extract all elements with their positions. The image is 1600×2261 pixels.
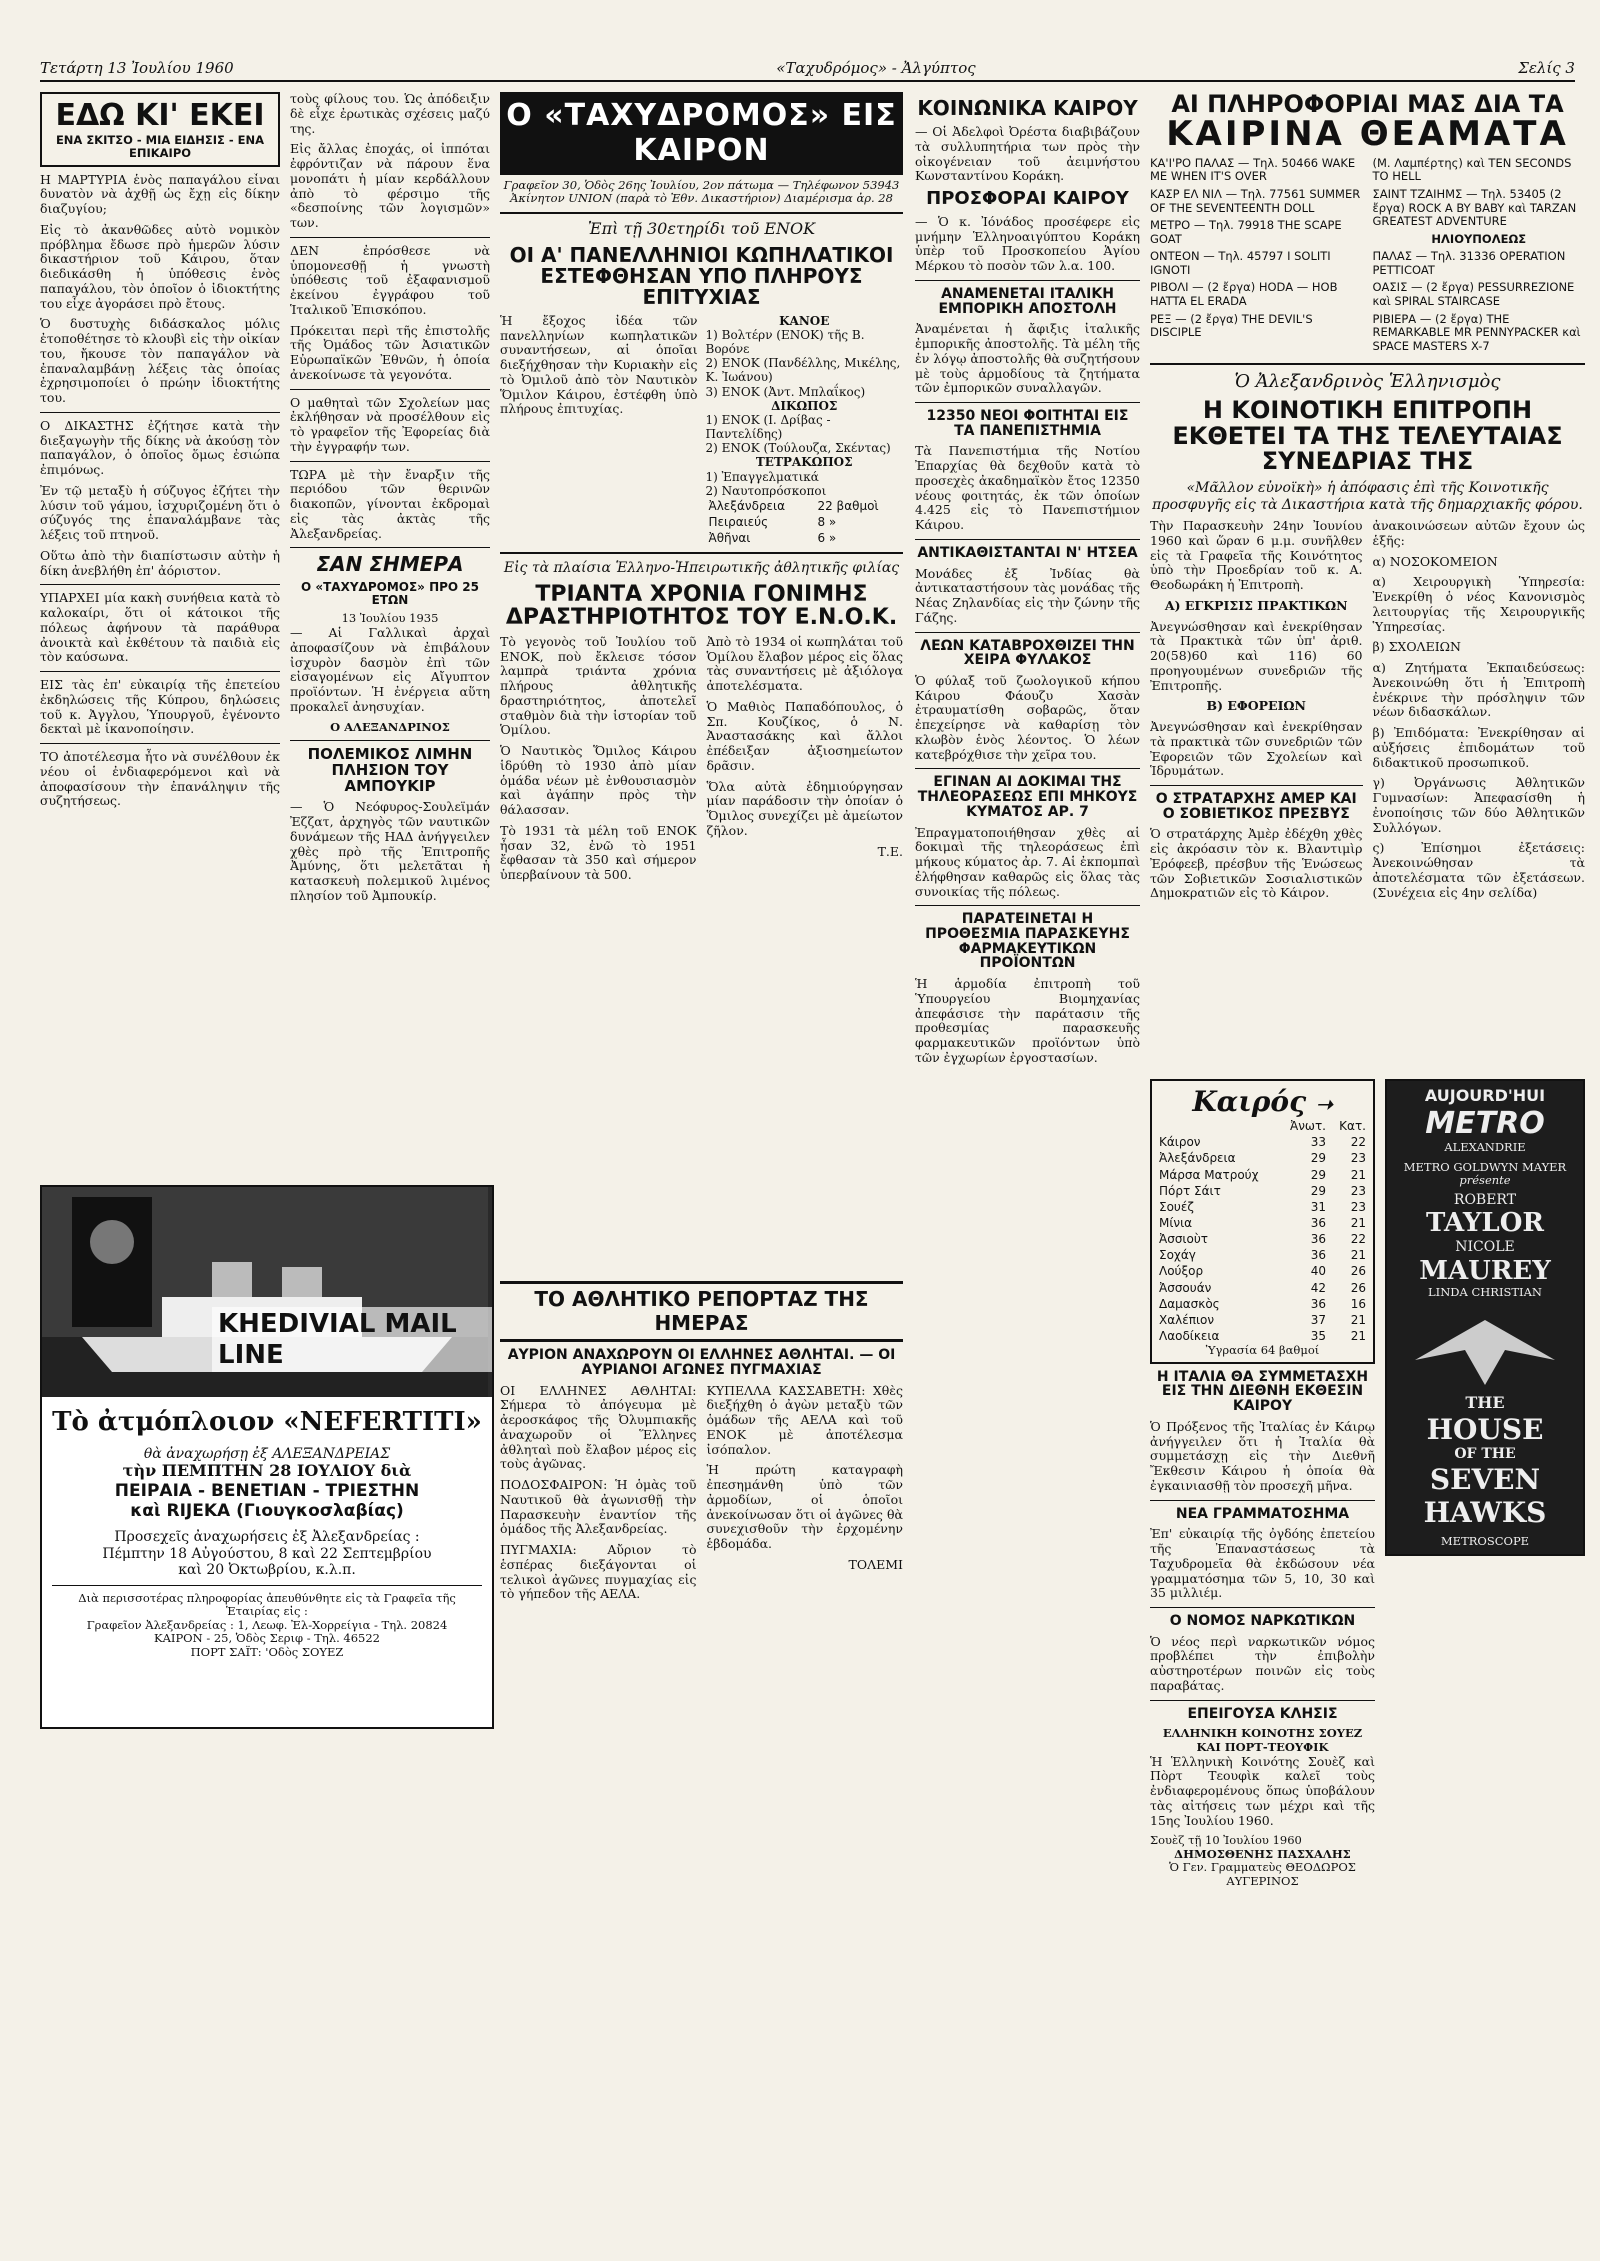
paragraph: Πρόκειται περὶ τῆς ἐπιστολῆς τῆς Ὀμάδος τῶν Ἀσιατικῶν Εὐρωπαϊκῶν Ἐθνῶν, ἡ ὁποία ἀνεκοίνωσε τὰ γεγονότα. [290, 322, 490, 382]
ship-illustration [42, 1187, 492, 1397]
table-row: Ἀσσιοὺτ 36 22 [1159, 1232, 1366, 1247]
byline: Ο ΑΛΕΞΑΝΔΡΙΝΟΣ [330, 719, 450, 734]
sports-text [500, 1384, 903, 1603]
paragraph: ΟΙ ΕΛΛΗΝΕΣ ΑΘΛΗΤΑΙ: Σήμερα τὸ ἀπόγευμα μὲ ἀεροσκάφος τῆς Ὀλυμπιακῆς ἀναχωροῦν οἱ Ἕλληνες ἀθληταὶ ποὺ ἔλαβον μέρος εἰς τοὺς ἀγῶνας. [500, 1382, 697, 1472]
paragraph: Α) ΕΓΚΡΙΣΙΣ ΠΡΑΚΤΙΚΩΝ [1164, 597, 1348, 613]
table-row: Ἀλεξάνδρεια 22 βαθμοὶ [708, 498, 879, 513]
paragraph: Ὁ Πρόξενος τῆς Ἰταλίας ἐν Κάιρῳ ἀνήγγειλεν ὅτι ἡ Ἰταλία θὰ συμμετάσχῃ εἰς τὴν Διεθνῆ Ἔκθεσιν Κάιρου ἡ ὁποία θὰ ἐγκαινιασθῇ τὸν προσεχῆ μῆνα. [1150, 1418, 1375, 1493]
result: 2) ΕΝΟΚ (Πανδέλλης, Μικέλης, Κ. Ἰωάνου) [705, 356, 901, 385]
paragraph: τοὺς φίλους του. Ὡς ἀπόδειξιν δὲ εἶχε ἐρωτικὰς σχέσεις μαζύ της. [290, 92, 490, 136]
result: ΔΙΚΩΠΟΣ [771, 398, 838, 413]
divider [915, 632, 1140, 633]
table-row: Μάρσα Ματρούχ 29 21 [1159, 1167, 1366, 1182]
column-title-box [40, 92, 280, 167]
ad-line: καὶ 20 Ὀκτωβρίου, κ.λ.π. [178, 1562, 356, 1579]
ad-footer: ΚΑΙΡΟΝ - 25, Ὁδὸς Σεριφ - Τηλ. 46522 [154, 1631, 380, 1646]
paragraph: — Ὁ Νεόφυρος-Σουλεϊμάν Ἐζζατ, ἀρχηγὸς τῶν ναυτικῶν δυνάμεων τῆς ΗΑΔ ἀνήγγειλεν χθὲς πρὸ τῆς Ἐπιτροπῆς Ἀμύνης, ὅτι μελετᾶται ἡ κατασκευὴ πολεμικοῦ λιμένος πλησίον τοῦ Ἀμπουκίρ. [290, 799, 490, 903]
cinema-entry: ΟΝΤΕΟΝ — Τηλ. 45797 I SOLITI IGNOTI [1150, 249, 1331, 277]
weather-and-news [1150, 1079, 1375, 1889]
film-format: METROSCOPE [1440, 1533, 1530, 1548]
paragraph: Ὁ στρατάρχης Ἀμὲρ ἐδέχθη χθὲς εἰς ἀκρόασιν τὸν κ. Βλαντιμὶρ Ἐρόφεεβ, πρέσβυν τῆς Ἑνώσεως τῶν Σοβιετικῶν Σοσιαλιστικῶν Δημοκρατιῶν εἰς τὸ Κάιρον. [1150, 826, 1363, 901]
result: 1) Ἐπαγγελματικά [705, 469, 819, 484]
headline: ΕΓΙΝΑΝ ΑΙ ΔΟΚΙΜΑΙ ΤΗΣ ΤΗΛΕΟΡΑΣΕΩΣ ΕΠΙ ΜΗΚΟΥΣ ΚΥΜΑΤΟΣ ΑΡ. 7 [917, 774, 1138, 820]
paragraph: Τὸ γεγονὸς τοῦ Ἰουλίου τοῦ ΕΝΟΚ, ποὺ ἔκλεισε τόσον λαμπρὰ τριάντα χρόνια πλήρους ἀθλητικῆς δραστηριότητος, ἀποτελεῖ σταθμὸν διὰ τὴν ἱστορίαν τοῦ Ὁμίλου. [500, 634, 697, 738]
weather-logo [1156, 1085, 1369, 1118]
paragraph: ΤΩΡΑ μὲ τὴν ἔναρξιν τῆς περιόδου τῶν θερινῶν διακοπῶν, γίνονται ἐκδρομαὶ εἰς τὰς ἀκτὰς τῆς Ἀλεξανδρείας. [290, 466, 490, 541]
divider [290, 547, 490, 548]
table-row: Σουέζ 31 23 [1159, 1199, 1366, 1214]
signature: ΔΗΜΟΣΘΕΝΗΣ ΠΑΣΧΑΛΗΣ [1174, 1846, 1351, 1861]
subheadline: ΕΛΛΗΝΙΚΗ ΚΟΙΝΟΤΗΣ ΣΟΥΕΖ ΚΑΙ ΠΟΡΤ-ΤΕΟΥΦΙΚ [1162, 1726, 1363, 1754]
divider [915, 402, 1140, 403]
shipping-advertisement [40, 1185, 494, 1729]
column-title: ΕΔΩ ΚΙ' ΕΚΕΙ [55, 98, 265, 133]
divider [500, 212, 903, 214]
paragraph: Οὕτω ἀπὸ τὴν διαπίστωσιν αὐτὴν ἡ δίκη ἀνεβλήθη ἐπ' ἀόριστον. [40, 547, 280, 578]
kicker: Εἰς τὰ πλαίσια Ἑλληνο-Ἠπειρωτικῆς ἀθλητικῆς φιλίας [503, 560, 900, 577]
report-right [1373, 519, 1586, 1079]
ranking-table [706, 498, 904, 546]
ad-footer: Διὰ περισσοτέρας πληροφορίας ἀπευθύνθητε εἰς τὰ Γραφεῖα τῆς Ἑταιρίας εἰς : [78, 1590, 456, 1619]
headline: ΝΕΑ ΓΡΑΜΜΑΤΟΣΗΜΑ [1175, 1505, 1350, 1522]
paragraph: α) Χειρουργικὴ Ὑπηρεσία: Ἐνεκρίθη ὁ νέος Κανονισμὸς λειτουργίας τῆς Χειρουργικῆς Ὑπηρεσίας. [1372, 574, 1585, 634]
paragraph: Εἰς τὸ ἀκανθῶδες αὐτὸ νομικὸν πρόβλημα ἔδωσε πρὸ ἡμερῶν λύσιν δικαστήριον τοῦ Κάιρου, ὅταν διεδικάσθη ἡ ὑπόθεσις ἑνὸς παπαγάλου, τὸν ὁποῖον ὁ ἰδιοκτήτης του εἶχε ἀγοράσει πρὸ ἔτους. [40, 221, 280, 311]
paragraph: Τὰ Πανεπιστήμια τῆς Νοτίου Ἐπαρχίας θὰ δεχθοῦν κατὰ τὸ προσεχὲς ἀκαδημαϊκὸν ἔτος 12350 νέους φοιτητάς, ἐκ τῶν ὁποίων 4.425 εἰς τὸ Πανεπιστήμιον Κάιρου. [915, 443, 1140, 533]
table-row: Ἀσσουάν 42 26 [1159, 1280, 1366, 1295]
signature: Ὁ Γεν. Γραμματεὺς ΘΕΟΔΩΡΟΣ ΑΥΓΕΡΙΝΟΣ [1169, 1860, 1356, 1888]
film-title: HAWKS [1423, 1495, 1547, 1529]
result: 2) Ναυτοπρόσκοποι [705, 483, 827, 498]
column-text [40, 173, 280, 1173]
column-theatres-community [1150, 92, 1585, 2212]
paragraph: Εἰς ἄλλας ἐποχάς, οἱ ἰππόται ἐφρόντιζαν νὰ πάρουν ἕνα μονοπάτι ἡ μίαν κερδάλλουν ἀπὸ τὸ φέρσιμο τῆς «δεσποίνης τῶν λογισμῶν» των. [290, 141, 490, 230]
ad-footer: ΠΟΡΤ ΣΑΪΤ: 'Οδὸς ΣΟΥΕΖ [190, 1644, 344, 1659]
paragraph: ΚΥΠΕΛΛΑ ΚΑΣΣΑΒΕΤΗ: Χθὲς διεξήχθη ὁ ἀγὼν μεταξὺ τῶν ὁμάδων τῆς ΑΕΛΑ καὶ τοῦ ΕΝΟΚ μὲ ἀποτέλεσμα ἰσόπαλον. [706, 1382, 903, 1457]
table-row: Λαοδίκεια 35 21 [1159, 1329, 1366, 1344]
ad-line: ΠΕΙΡΑΙΑ - ΒΕΝΕΤΙΑΝ - ΤΡΙΕΣΤΗΝ [114, 1481, 420, 1502]
result: 1) ΕΝΟΚ (Ι. Δρίβας - Παντελίδης) [705, 412, 831, 442]
actor-last: TAYLOR [1426, 1208, 1544, 1239]
sports-subtitle: ΑΥΡΙΟΝ ΑΝΑΧΩΡΟΥΝ ΟΙ ΕΛΛΗΝΕΣ ΑΘΛΗΤΑΙ. — ΟΙ ΑΥΡΙΑΝΟΙ ΑΓΩΝΕΣ ΠΥΓΜΑΧΙΑΣ [507, 1347, 896, 1378]
paragraph: Ο μαθηταὶ τῶν Σχολείων μας ἐκλήθησαν νὰ προσέλθουν εἰς τὸ γραφεῖον τῆς Ἐφορείας διὰ τὴν ἐγγραφήν των. [290, 394, 490, 454]
paragraph: γ) Ὀργάνωσις Ἀθλητικῶν Γυμνασίων: Ἀπεφασίσθη ἡ ἐνοποίησις τῶν δύο Ἀθλητικῶν Συλλόγων. [1372, 775, 1585, 835]
divider [915, 280, 1140, 281]
section-title: ΠΡΟΣΦΟΡΑΙ ΚΑΙΡΟΥ [926, 188, 1129, 209]
paragraph: Ὁ Μαθιὸς Παπαδόπουλος, ὁ Σπ. Κουζίκος, ὁ Ν. Ἀναστασάκης καὶ ἄλλοι ἐπέδειξαν ἀξιοσημείωτον δρᾶσιν. [706, 698, 903, 773]
headline: Ο ΣΤΡΑΤΑΡΧΗΣ ΑΜΕΡ ΚΑΙ Ο ΣΟΒΙΕΤΙΚΟΣ ΠΡΕΣΒΥΣ [1155, 791, 1357, 822]
table-row: Πόρτ Σάιτ 29 23 [1159, 1183, 1366, 1198]
metro-today: AUJOURD'HUI [1424, 1086, 1546, 1106]
column-cairo-news [915, 92, 1140, 2212]
column-continuation [290, 92, 490, 1172]
metro-studio: METRO GOLDWYN MAYER [1403, 1159, 1567, 1174]
cinema-district: ΗΛΙΟΥΠΟΛΕΩΣ [1431, 231, 1527, 246]
result: 1) Βολτέρν (ΕΝΟΚ) τῆς Β. Βορόνε [705, 327, 865, 357]
cinema-entry: ΣΑΙΝΤ ΤΖΑΙΗΜΣ — Τηλ. 53405 (2 ἔργα) ROCK A BY BABY καὶ TARZAN GREATEST ADVENTURE [1372, 187, 1577, 229]
cinema-listings [1150, 157, 1585, 357]
film-title: HOUSE [1426, 1413, 1544, 1447]
paragraph: ΔΕΝ ἐπρόσθεσε νὰ ὑπομονεσθῇ ἡ γνωστὴ ὑπόθεσις τοῦ ἐξαφανισμοῦ ἐκείνου ἐγγράφου τοῦ Ἱταλικοῦ Ἐπισκόπου. [290, 242, 490, 317]
weather-logo-text: Καιρός [1192, 1085, 1307, 1119]
cinema-list-left [1150, 157, 1363, 357]
divider [1150, 1500, 1375, 1501]
divider [1150, 785, 1363, 786]
actor-name: LINDA CHRISTIAN [1428, 1285, 1542, 1300]
paragraph: Ἡ ἔξοχος ἰδέα τῶν πανελληνίων κωπηλατικῶν συναντήσεων, αἱ ὁποῖαι διεξήχθησαν τὴν Κυριακὴν εἰς τὸ Ὀμιλοῦ ἀπὸ τὸν Ναυτικὸν Ὅμιλον Κάιρου, ἐστέφθη ὑπὸ πλήρους ἐπιτυχίας. [500, 312, 698, 417]
story-text [500, 635, 903, 1275]
headline: ΑΝΑΜΕΝΕΤΑΙ ΙΤΑΛΙΚΗ ΕΜΠΟΡΙΚΗ ΑΠΟΣΤΟΛΗ [938, 285, 1117, 317]
paragraph: Ἐπραγματοποιήθησαν χθὲς αἱ δοκιμαὶ τῆς τηλεοράσεως ἐπὶ μήκους κύματος ἀρ. 7. Αἱ ἐκπομπαὶ ἐλήφθησαν καθαρῶς εἰς ὅλας τὰς συνοικίας τῆς πόλεως. [915, 824, 1140, 899]
headline: ΠΑΡΑΤΕΙΝΕΤΑΙ Η ΠΡΟΘΕΣΜΙΑ ΠΑΡΑΣΚΕΥΗΣ ΦΑΡΜΑΚΕΥΤΙΚΩΝ ΠΡΟΪΟΝΤΩΝ [925, 911, 1130, 972]
paragraph: Ὁ δυστυχὴς διδάσκαλος μόλις ἐτοποθέτησε τὸ κλουβὶ εἰς τὴν οἰκίαν του, ἤκουσε τὸν παπαγάλον νὰ ἐπαναλαμβάνῃ λέξεις τὰς ὁποίας ἐχρησιμοποίει ὁ πρώην ἰδιοκτήτης του. [40, 316, 280, 406]
cinema-entry: ΠΑΛΑΣ — Τηλ. 31336 OPERATION PETTICOAT [1372, 249, 1566, 277]
paragraph: — Οἱ Ἀδελφοὶ Ὀρέστα διαβιβάζουν τὰ συλλυπητήρια των πρὸς τὴν οἰκογένειαν τοῦ ἀειμνήστου Κωνσταντίνου Κοράκη. [915, 124, 1140, 184]
table-row: Σοχάγ 36 21 [1159, 1248, 1366, 1263]
metro-city: ALEXANDRIE [1444, 1140, 1526, 1155]
divider [40, 584, 280, 585]
paragraph: Ἡ πρώτη καταγραφὴ ἐπεσημάνθη ὑπὸ τῶν ἀρμοδίων, οἱ ὁποῖοι ἀνεκοίνωσαν ὅτι οἱ ἀγῶνες θὰ συνεχισθοῦν τὴν ἐρχομένην ἑβδομάδα. [706, 1462, 903, 1552]
column-here-and-there [40, 92, 280, 2212]
metro-logo: METRO [1425, 1105, 1545, 1141]
paragraph: β) Ἐπιδόματα: Ἐνεκρίθησαν αἱ αὐξήσεις ἐπιδομάτων τοῦ διδακτικοῦ προσωπικοῦ. [1372, 725, 1585, 770]
byline: ΤΟΛΕΜΙ [848, 1556, 903, 1572]
paragraph: Ἐν τῷ μεταξὺ ἡ σύζυγος ἐζήτει τὴν λύσιν τοῦ γάμου, ἰσχυριζομένη ὅτι ὁ σύζυγός της ἐπαναλάμβανε τὰς λέξεις τοῦ πτηνοῦ. [40, 482, 280, 543]
paragraph: Β) ΕΦΟΡΕΙΩΝ [1206, 698, 1306, 714]
paragraph: Τὴν Παρασκευὴν 24ην Ἰουνίου 1960 καὶ ὥραν 6 μ.μ. συνῆλθεν εἰς τὰ Γραφεῖα τῆς Κοινότητος ὑπὸ τὴν Προεδρίαν τοῦ κ. Α. Θεοδωράκη ἡ Ἐπιτροπὴ. [1150, 519, 1363, 593]
headline: ΕΠΕΙΓΟΥΣΑ ΚΛΗΣΙΣ [1187, 1705, 1338, 1722]
cinema-entry: ΚΑΣΡ ΕΛ ΝΙΛ — Τηλ. 77561 SUMMER OF THE SEVENTEENTH DOLL [1150, 187, 1361, 215]
paragraph: ς) Ἐπίσημοι ἐξετάσεις: Ἀνεκοινώθησαν τὰ ἀποτελέσματα τῶν ἐξετάσεων. (Συνέχεια εἰς 4ην σελίδα) [1372, 840, 1585, 900]
arrow-icon: ➝ [1315, 1092, 1333, 1117]
report-left [1150, 519, 1363, 1079]
actor-first: ROBERT [1453, 1191, 1517, 1208]
divider [290, 389, 490, 390]
cinema-entry: ΡΕΞ — (2 ἔργα) THE DEVIL'S DISCIPLE [1150, 311, 1313, 340]
paragraph: Ἀνεγνώσθησαν καὶ ἐνεκρίθησαν τὰ Πρακτικὰ τῶν ὑπ' ἀριθ. 20(58)60 καὶ 116) 60 προηγουμένων συνεδριῶν τῆς Ἐπιτροπῆς. [1150, 618, 1363, 693]
metro-poster [1385, 1079, 1585, 1556]
paragraph: — Ὁ κ. Ἰόνάδος προσέφερε εἰς μνήμην Ἑλληνοαιγύπτου Κοράκη ὑπὲρ τοῦ Προσκοπείου Ἁγίου Μέρκου τὸ ποσὸν τῶν λ.α. 100. [915, 213, 1140, 274]
paragraph: Ἐπ' εὐκαιρίᾳ τῆς ὀγδόης ἐπετείου τῆς Ἐπαναστάσεως τὰ Ταχυδρομεῖα θὰ ἐκδώσουν νέα γραμματόσημα τῶν 5, 10, 30 καὶ 35 μιλλιέμ. [1150, 1526, 1375, 1601]
cinema-entry: ΡΙΒΟΛΙ — (2 ἔργα) HODA — HOB HATTA EL ERADA [1150, 280, 1338, 308]
cinema-title: ΑΙ ΠΛΗΡΟΦΟΡΙΑΙ ΜΑΣ ΔΙΑ ΤΑ [1171, 92, 1564, 118]
cinema-entry: ΚΑ'Ι'ΡΟ ΠΑΛΑΣ — Τηλ. 50466 WAKE ME WHEN IT'S OVER [1150, 155, 1356, 184]
table-row: Μίνια 36 21 [1159, 1215, 1366, 1230]
page-number: Σελίς 3 [1518, 59, 1575, 78]
divider [500, 552, 903, 554]
ad-footer: Γραφεῖον Ἀλεξανδρείας : 1, Λεωφ. Ἐλ-Χορρείγια - Τηλ. 20824 [86, 1617, 448, 1632]
result: ΤΕΤΡΑΚΩΠΟΣ [755, 455, 853, 470]
weather-box [1150, 1079, 1375, 1364]
paragraph: Ἡ ἁρμοδία ἐπιτροπὴ τοῦ Ὑπουργείου Βιομηχανίας ἀπεφάσισε τὴν παράτασιν τῆς προθεσμίας παρασκευῆς φαρμακευτικῶν προϊόντων ὑπὸ τῶν ἐγχωρίων ἐργοστασίων. [915, 976, 1140, 1065]
results-title: ΚΑΝΟΕ [779, 313, 830, 328]
result: 2) ΕΝΟΚ (Τούλουζα, Σκέντας) [705, 441, 891, 456]
page-header [40, 58, 1575, 82]
issue-date: Τετάρτη 13 Ἰουλίου 1960 [40, 59, 234, 78]
mail-line-name: KHEDIVIAL MAIL LINE [212, 1307, 492, 1372]
ad-line: καὶ RIJEKA (Γιουγκοσλαβίας) [130, 1501, 404, 1522]
office-address-2: Ἀκίνητον UNION (παρὰ τὸ Ἐθν. Δικαστήριον) Διαμέρισμα ἀρ. 28 [510, 191, 893, 206]
cinema-entry: ΡΙΒΙΕΡΑ — (2 ἔργα) THE REMARKABLE MR PENNYPACKER καὶ SPACE MASTERS X-7 [1372, 311, 1581, 353]
paragraph: ΤΟ ἀποτέλεσμα ἦτο νὰ συνέλθουν ἐκ νέου οἱ ἐνδιαφερόμενοι καὶ νὰ ἀποφασίσουν τὴν ἐπανάληψιν τῆς συζητήσεως. [40, 749, 280, 809]
film-title: SEVEN [1429, 1462, 1541, 1496]
paragraph: Ἡ Ἑλληνικὴ Κοινότης Σουὲζ καὶ Πὸρτ Τεουφὶκ καλεῖ τοὺς ἐνδιαφερομένους ὅπως ὑποβάλουν τὰς αἰτήσεις των μέχρι καὶ τῆς 15ης Ἰουλίου 1960. [1150, 1753, 1375, 1828]
ad-line: τὴν ΠΕΜΠΤΗΝ 28 ΙΟΥΛΙΟΥ διὰ [122, 1461, 412, 1481]
headline: ΑΝΤΙΚΑΘΙΣΤΑΝΤΑΙ Ν' ΗΤΣΕΑ [917, 544, 1138, 561]
kicker: Ἐπὶ τῇ 30ετηρίδι τοῦ ΕΝΟΚ [587, 218, 816, 238]
cinema-entry: (Μ. Λαμπέρτης) καὶ TEN SECONDS TO HELL [1372, 155, 1572, 184]
film-title: THE [1465, 1393, 1505, 1413]
film-title: OF THE [1454, 1446, 1516, 1463]
paragraph: ΠΟΔΟΣΦΑΙΡΟΝ: Ἡ ὁμὰς τοῦ Ναυτικοῦ θὰ ἀγωνισθῇ τὴν Παρασκευὴν ἐναντίον τῆς ὁμάδος τῆς Ἀλεξανδρείας. [500, 1477, 697, 1537]
sports-banner: ΤΟ ΑΘΛΗΤΙΚΟ ΡΕΠΟΡΤΑΖ ΤΗΣ ΗΜΕΡΑΣ [500, 1281, 903, 1342]
table-row: Λούξορ 40 26 [1159, 1264, 1366, 1279]
section-subtitle: Ο «ΤΑΧΥΔΡΟΜΟΣ» ΠΡΟ 25 ΕΤΩΝ [300, 580, 479, 607]
actor-last: MAUREY [1419, 1255, 1551, 1286]
headline: 12350 ΝΕΟΙ ΦΟΙΤΗΤΑΙ ΕΙΣ ΤΑ ΠΑΝΕΠΙΣΤΗΜΙΑ [926, 408, 1129, 439]
actor-first: NICOLE [1455, 1239, 1515, 1256]
divider [1150, 1700, 1375, 1701]
paragraph: Ἀναμένεται ἡ ἄφιξις ἰταλικῆς ἐμπορικῆς ἀποστολῆς. Τὰ μέλη τῆς ἐν λόγῳ ἀποστολῆς θὰ συζητήσουν μὲ τοὺς ἁρμοδίους τὰ ζητήματα τῶν ἐμπορικῶν συναλλαγῶν. [915, 321, 1140, 396]
paragraph: Ὁ Ναυτικὸς Ὅμιλος Κάιρου ἱδρύθη τὸ 1930 ἀπὸ μίαν ὁμάδα νέων μὲ ἐνθουσιασμὸν καὶ ἀγάπην πρὸς τὴν θάλασσαν. [500, 743, 697, 818]
ship-name: Τὸ ἀτμόπλοιον «NEFERTITI» [52, 1407, 482, 1437]
kicker: Ὁ Ἀλεξανδρινὸς Ἑλληνισμὸς [1234, 371, 1501, 393]
table-row: Κάιρον 33 22 [1159, 1135, 1366, 1150]
paragraph: Ὅλα αὐτὰ ἐδημιούργησαν μίαν παράδοσιν τὴν ὁποίαν ὁ Ὅμιλος συνεχίζει μὲ ἀμείωτον ζῆλον. [706, 778, 903, 838]
paragraph: Ὁ νέος περὶ ναρκωτικῶν νόμος προβλέπει τὴν ἐπιβολὴν αὐστηροτέρων ποινῶν εἰς τοὺς παραβάτας. [1150, 1633, 1375, 1693]
headline: ΠΟΛΕΜΙΚΟΣ ΛΙΜΗΝ ΠΛΗΣΙΟΝ ΤΟΥ ΑΜΠΟΥΚΙΡ [307, 745, 473, 795]
divider [40, 412, 280, 413]
divider [915, 905, 1140, 906]
humidity: Ὑγρασία 64 βαθμοί [1205, 1343, 1320, 1358]
hawk-icon [1395, 1300, 1575, 1390]
divider [52, 1585, 482, 1586]
notice-date: Σουὲζ τῇ 10 Ἰουλίου 1960 [1150, 1833, 1302, 1848]
divider [290, 740, 490, 741]
section-title: ΚΟΙΝΩΝΙΚΑ ΚΑΙΡΟΥ [917, 96, 1138, 120]
section-title: ΣΑΝ ΣΗΜΕΡΑ [316, 552, 464, 577]
headline: Η ΙΤΑΛΙΑ ΘΑ ΣΥΜΜΕΤΑΣΧΗ ΕΙΣ ΤΗΝ ΔΙΕΘΝΗ ΕΚΘΕΣΙΝ ΚΑΙΡΟΥ [1156, 1368, 1369, 1415]
table-row: Ἀλεξάνδρεια 29 23 [1159, 1151, 1366, 1166]
lower-section [1150, 1079, 1585, 1889]
weather-table [1156, 1118, 1369, 1344]
paragraph: ΕΙΣ τὰς ἐπ' εὐκαιρίᾳ τῆς ἐπετείου ἐκδηλώσεις τῆς Κύπρου, δηλώσεις τοῦ κ. Ἀγγλου, Ὑπουργοῦ, ἐγένοντο δεκταὶ μὲ ἱκανοποίησιν. [40, 677, 280, 737]
headline: ΤΡΙΑΝΤΑ ΧΡΟΝΙΑ ΓΟΝΙΜΗΣ ΔΡΑΣΤΗΡΙΟΤΗΤΟΣ ΤΟΥ Ε.Ν.Ο.Κ. [505, 581, 898, 630]
table-row: Δαμασκὸς 36 16 [1159, 1296, 1366, 1311]
divider [290, 461, 490, 462]
paper-name: «Ταχυδρόμος» - Ἀλγύπτος [776, 59, 976, 78]
office-address: Γραφεῖον 30, Ὁδὸς 26ης Ἰουλίου, 2ον πάτωμα — Τηλέφωνον 53943 [503, 177, 900, 192]
table-header: Ἀνωτ. Κατ. [1290, 1119, 1366, 1134]
cinema-entry: ΟΑΣΙΣ — (2 ἔργα) PESSURREZIONE καὶ SPIRAL STAIRCASE [1372, 280, 1575, 308]
cinema-title-2: ΚΑΙΡΙΝΑ ΘΕΑΜΑΤΑ [1166, 114, 1569, 155]
story-text [500, 314, 698, 547]
table-row: Ἀθῆναι 6 » [708, 531, 837, 546]
divider [40, 743, 280, 744]
paragraph: Τὸ 1931 τὰ μέλη τοῦ ΕΝΟΚ ἦσαν 32, ἐνῶ τὸ 1951 ἔφθασαν τὰ 350 καὶ σήμερον ὑπερβαίνουν τὰ 500. [500, 822, 697, 883]
paragraph: α) ΝΟΣΟΚΟΜΕΙΟΝ [1372, 553, 1498, 569]
ad-line: Πέμπτην 18 Αὐγούστου, 8 καὶ 22 Σεπτεμβρίου [102, 1545, 432, 1562]
result: 3) ΕΝΟΚ (Ἀντ. Μπλαΐκος) [705, 384, 866, 399]
paragraph: ἀνακοινώσεων αὐτῶν ἔχουν ὡς ἑξῆς: [1372, 519, 1585, 548]
community-report [1150, 519, 1585, 1079]
metro-presents: présente [1459, 1173, 1511, 1188]
section-date: 13 Ἰουλίου 1935 [341, 611, 439, 626]
column-subtitle: ΕΝΑ ΣΚΙΤΣΟ - ΜΙΑ ΕΙΔΗΣΙΣ - ΕΝΑ ΕΠΙΚΑΙΡΟ [55, 132, 265, 161]
paragraph: ΥΠΑΡΧΕΙ μία κακὴ συνήθεια κατὰ τὸ καλοκαίρι, ὅτι οἱ κάτοικοι τῆς πόλεως ἀφήνουν τὰ παράθυρα ἀνοικτὰ καὶ ἐκθέτουν τὰ παιδιὰ εἰς τὸν καύσωνα. [40, 590, 280, 665]
paragraph: β) ΣΧΟΛΕΙΩΝ [1372, 639, 1461, 655]
ad-line: θὰ ἀναχωρήσῃ ἐξ ΑΛΕΞΑΝΔΡΕΙΑΣ [143, 1445, 391, 1462]
paragraph: Ἀπὸ τὸ 1934 οἱ κωπηλάται τοῦ Ὁμίλου ἔλαβον μέρος εἰς ὅλας τὰς συναντήσεις μὲ ἀξιόλογα ἀποτελέσματα. [706, 634, 903, 694]
ad-line: Προσεχεῖς ἀναχωρήσεις ἐξ Ἀλεξανδρείας : [114, 1529, 420, 1546]
results-list [706, 314, 904, 547]
table-row: Χαλέπιον 37 21 [1159, 1312, 1366, 1327]
divider [915, 539, 1140, 540]
paragraph: Η ΜΑΡΤΥΡΙΑ ἑνὸς παπαγάλου εἶναι δυνατὸν νὰ ἀχθῇ ὡς ἔχῃ εἰς δίκην διαζυγίου; [40, 172, 280, 217]
cinema-entry: ΜΕΤΡΟ — Τηλ. 79918 THE SCAPE GOAT [1150, 218, 1342, 246]
cinema-list-right [1373, 157, 1586, 357]
divider [290, 237, 490, 238]
paragraph: — Αἱ Γαλλικαὶ ἀρχαὶ ἀποφασίζουν νὰ ἐπιβάλουν ἰσχυρὸν δασμὸν ἐπὶ τῶν εἰσαγομένων εἰς Αἴγυπτον προϊόντων. Ἡ ἐνέργεια αὕτη προκαλεῖ ἀνησυχίαν. [290, 625, 490, 714]
subheadline: «Μᾶλλον εὐνοϊκὴ» ἡ ἀπόφασις ἐπὶ τῆς Κοινοτικῆς προσφυγῆς εἰς τὰ Δικαστήρια κατὰ τῆς δημαρχιακῆς φόρου. [1152, 479, 1583, 513]
cairo-banner: Ο «ΤΑΧΥΔΡΟΜΟΣ» ΕΙΣ ΚΑΙΡΟΝ [500, 92, 903, 175]
paragraph: Ὁ φύλαξ τοῦ ζωολογικοῦ κήπου Κάιρου Φάουζυ Χασὰν ἐτραυματίσθη σοβαρῶς, ὅταν ἐπεχείρησε νὰ καθαρίσῃ τὸν κλωβὸν ἑνὸς λέοντος. Ὁ λέων κατεβρόχθισε τὴν χεῖρα του. [915, 672, 1140, 762]
headline: Η ΚΟΙΝΟΤΙΚΗ ΕΠΙΤΡΟΠΗ ΕΚΘΕΤΕΙ ΤΑ ΤΗΣ ΤΕΛΕΥΤΑΙΑΣ ΣΥΝΕΔΡΙΑΣ ΤΗΣ [1172, 396, 1563, 475]
divider [1150, 363, 1585, 365]
paragraph: ΠΥΓΜΑΧΙΑ: Αὔριον τὸ ἑσπέρας διεξάγονται οἱ τελικοὶ ἀγῶνες πυγμαχίας εἰς τὸ γήπεδον τῆς ΑΕΛΑ. [500, 1542, 697, 1602]
paragraph: Ἀνεγνώσθησαν καὶ ἐνεκρίθησαν τὰ πρακτικὰ τῶν συνεδριῶν τῶν Ἐφορειῶν τῶν Σχολείων καὶ Ἱδρυμάτων. [1150, 719, 1363, 779]
divider [40, 671, 280, 672]
headline: ΛΕΩΝ ΚΑΤΑΒΡΟΧΘΙΖΕΙ ΤΗΝ ΧΕΙΡΑ ΦΥΛΑΚΟΣ [920, 637, 1135, 669]
divider [915, 768, 1140, 769]
paragraph: Ο ΔΙΚΑΣΤΗΣ ἐζήτησε κατὰ τὴν διεξαγωγὴν τῆς δίκης νὰ ἀκούσῃ τὸν παπαγάλον, ὁ ὁποῖος ὅμως ἐσιώπα ἐπιμόνως. [40, 417, 280, 478]
paragraph: Μονάδες ἐξ Ἰνδίας θὰ ἀντικαταστήσουν τὰς μονάδας τῆς Νέας Ζηλανδίας εἰς τὴν ζώνην τῆς Γάζης. [915, 565, 1140, 625]
byline: Τ.Ε. [877, 843, 903, 859]
headline: ΟΙ Α' ΠΑΝΕΛΛΗΝΙΟΙ ΚΩΠΗΛΑΤΙΚΟΙ ΕΣΤΕΦΘΗΣΑΝ ΥΠΟ ΠΛΗΡΟΥΣ ΕΠΙΤΥΧΙΑΣ [509, 242, 894, 309]
headline: Ο ΝΟΜΟΣ ΝΑΡΚΩΤΙΚΩΝ [1169, 1613, 1356, 1630]
table-row: Πειραιεύς 8 » [708, 514, 837, 529]
divider [1150, 1607, 1375, 1608]
column-taxydromos-cairo [500, 92, 903, 2212]
ad-text [42, 1397, 492, 1666]
paragraph: α) Ζητήματα Ἐκπαιδεύσεως: Ἀνεκοινώθη ὅτι ἡ Ἐπιτροπὴ ἐνέκρινε τὴν πρόσληψιν τῶν νέων διδασκάλων. [1372, 660, 1585, 720]
metro-advertisement [1385, 1079, 1585, 1889]
